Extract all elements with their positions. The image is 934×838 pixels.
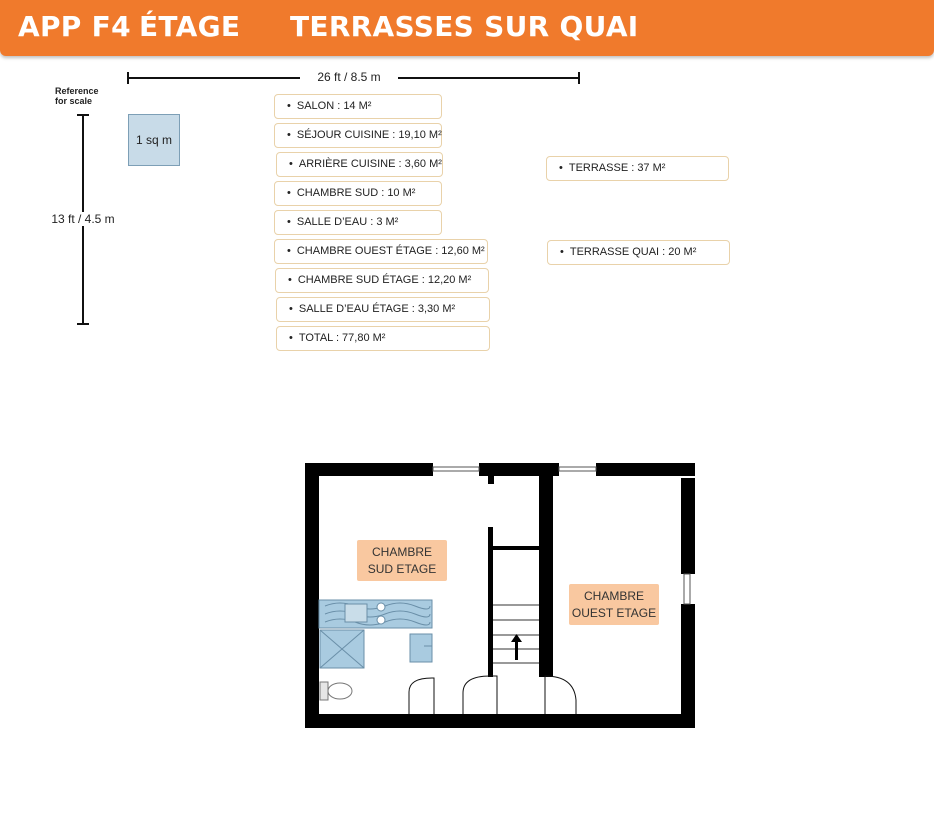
window-top-left	[433, 467, 479, 471]
wall-right-lower	[681, 604, 695, 728]
kitchen-counter	[319, 600, 432, 628]
door-bathroom	[409, 678, 434, 714]
area-item: • CHAMBRE SUD : 10 M²	[274, 181, 442, 206]
floor-title: ÉTAGE	[139, 10, 241, 43]
sink-icon	[345, 604, 367, 622]
area-item: • SÉJOUR CUISINE : 19,10 M²	[274, 123, 442, 148]
reference-label: Reference for scale	[55, 86, 99, 106]
wall-bottom	[305, 714, 694, 728]
property-title: TERRASSES SUR QUAI	[290, 10, 639, 43]
area-item: • ARRIÈRE CUISINE : 3,60 M²	[276, 152, 443, 177]
height-dimension-label: 13 ft / 4.5 m	[46, 212, 120, 226]
area-item: • SALON : 14 M²	[274, 94, 442, 119]
stair-arrow-icon	[511, 634, 522, 660]
room-label-text: CHAMBRE OUEST ETAGE	[571, 588, 657, 620]
wall-top-left	[305, 463, 433, 476]
room-label-chambre-sud-etage	[357, 540, 447, 581]
wall-stub	[488, 476, 494, 484]
room-label-chambre-ouest-etage	[569, 584, 659, 625]
area-item: • SALLE D’EAU : 3 M²	[274, 210, 442, 235]
shower-icon	[320, 630, 364, 668]
room-label-text: CHAMBRE SUD ETAGE	[367, 544, 437, 576]
width-dimension-label: 26 ft / 8.5 m	[300, 70, 398, 84]
doors	[409, 676, 576, 714]
wall-right-upper	[681, 478, 695, 574]
washbasin-icon	[410, 634, 432, 662]
area-item: • SALLE D’EAU ÉTAGE : 3,30 M²	[276, 297, 490, 322]
area-item: • CHAMBRE SUD ÉTAGE : 12,20 M²	[275, 268, 489, 293]
toilet-icon	[320, 682, 352, 700]
area-item: • CHAMBRE OUEST ÉTAGE : 12,60 M²	[274, 239, 488, 264]
terrace-item: • TERRASSE QUAI : 20 M²	[547, 240, 730, 265]
window-right	[684, 574, 690, 604]
door-stair-right	[545, 676, 576, 714]
door-stair-left	[463, 676, 497, 714]
wall-stair-top	[488, 546, 540, 550]
wall-top-right	[596, 463, 695, 476]
terrace-item: • TERRASSE : 37 M²	[546, 156, 729, 181]
wall-left	[305, 463, 319, 728]
app-title: APP F4	[18, 10, 131, 43]
area-item-total: • TOTAL : 77,80 M²	[276, 326, 490, 351]
wall-stair-right	[539, 463, 553, 677]
window-top-right	[559, 467, 596, 471]
scale-square-label: 1 sq m	[135, 133, 172, 147]
